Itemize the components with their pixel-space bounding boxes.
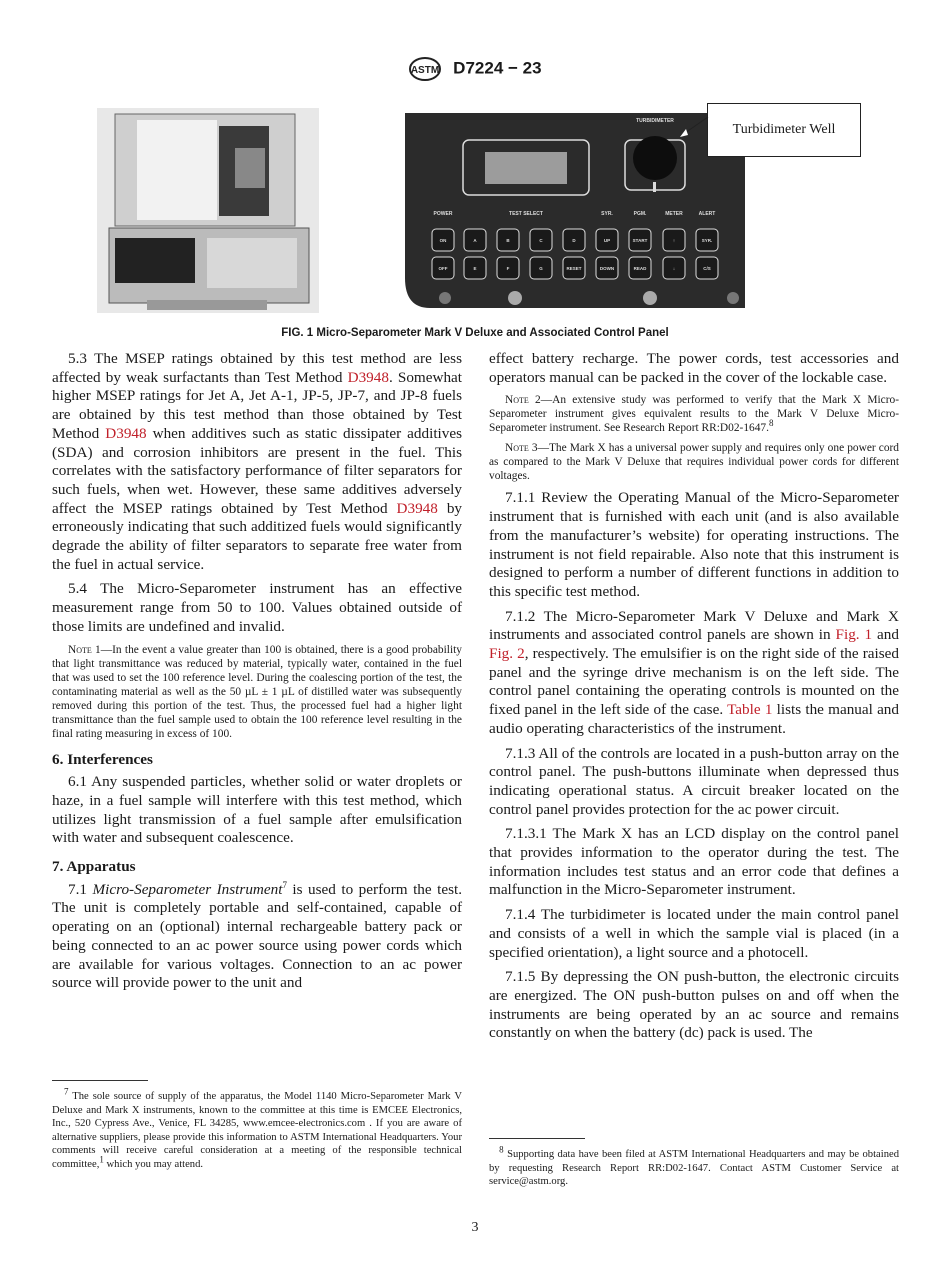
panel-group-label: POWER bbox=[433, 211, 453, 217]
panel-group-label: TEST SELECT bbox=[509, 211, 543, 217]
panel-button-label: OFF bbox=[438, 266, 448, 271]
panel-button-label: ON bbox=[439, 238, 447, 243]
panel-button-label: READ bbox=[633, 266, 647, 271]
link-d3948[interactable]: D3948 bbox=[105, 424, 147, 442]
footnote-7: $^7$ The sole source of supply of the apparatus, the Model 1140 Micro-Separometer Mark V Deluxe and Mark X instruments, known to the committee at this time is EMCEE Electronics, Inc., 520 Cypress Ave., Venice, FL 34285, www.emcee-electronics.com . If you are aware of alternative suppliers, please provide this information to ASTM International Headquarters. Your comments will receive careful consideration at a meeting of the responsible technical committee,$^1$ which you may attend. bbox=[52, 1086, 463, 1170]
turbidimeter-well-callout: Turbidimeter Well bbox=[707, 103, 861, 157]
paragraph-7-1-1: 7.1.1 Review the Operating Manual of the Micro-Separometer instrument that is furnished with each unit (and is also available from the manufacturer’s website) for operating instructions. The instrument is not field repairable. Also note that this instrument is designed to perform a number of different functions in addition to this specific test method. bbox=[489, 489, 899, 600]
astm-logo bbox=[408, 56, 442, 82]
paragraph-5-3: 5.3 The MSEP ratings obtained by this test method are less affected by weak surfactants than Test Method D3948. Somewhat higher MSEP ratings for Jet A, Jet A-1, JP-5, JP-7, and JP-8 fuels are obtained by this test method than those obtained by Test Method D3948 when additives such as static dissipater additives (SDA) and corrosion inhibitors are present in the fuel. This correlates with the satisfactory performance of filter separators for such fuels, when wet. However, these same additives adversely affect the MSEP ratings obtained by Test Method D3948 by erroneously indicating that such additized fuels would significantly degrade the ability of filter separators to separate free water from the fuel in actual service. bbox=[52, 350, 463, 573]
paragraph-7-1-3: 7.1.3 All of the controls are located in a push-button array on the control panel. The push-buttons illuminate when depressed thus indicating operational status. A circuit breaker located on the control panel provides protection for the ac power circuit. bbox=[489, 744, 899, 818]
paragraph-continued: effect battery recharge. The power cords, test accessories and operators manual can be packed in the cover of the lockable case. bbox=[489, 350, 899, 386]
link-table-1[interactable]: Table 1 bbox=[727, 701, 773, 719]
turbidimeter-label: TURBIDIMETER bbox=[636, 118, 674, 124]
left-column bbox=[52, 350, 462, 999]
paragraph-7-1: 7.1 Micro-Separometer Instrument$^7$ is used to perform the test. The unit is completely portable and self-contained, capable of operating on an (optional) internal rechargeable battery pack or being connected to an ac power source using power cords which are available for various voltages. Connection to an ac power source will provide power to the unit and bbox=[52, 879, 463, 992]
right-column bbox=[489, 350, 899, 1049]
case-photo bbox=[97, 108, 319, 313]
panel-button-label: F bbox=[506, 266, 510, 271]
link-fig-1[interactable]: Fig. 1 bbox=[835, 626, 873, 644]
paragraph-5-4: 5.4 The Micro-Separometer instrument has an effective measurement range from 50 to 100. Values obtained outside of those limits are undefined and invalid. bbox=[52, 580, 462, 635]
callout-arrow bbox=[680, 115, 710, 140]
panel-button-label: START bbox=[632, 238, 648, 243]
panel-group-label: METER bbox=[665, 211, 683, 217]
panel-group-label: PGM. bbox=[633, 211, 647, 217]
paragraph-7-1-5: 7.1.5 By depressing the ON push-button, the electronic circuits are energized. The ON push-button pulses on and off when the instruments are being operated by an ac source and remains constantly on when the battery (dc) pack is used. The bbox=[489, 968, 899, 1042]
panel-button-label: ↑ bbox=[672, 238, 676, 243]
panel-button-label: SYR. bbox=[701, 238, 713, 243]
panel-button-label: ↓ bbox=[672, 266, 676, 271]
panel-button-label: DOWN bbox=[599, 266, 615, 271]
figure-caption: FIG. 1 Micro-Separometer Mark V Deluxe and Associated Control Panel bbox=[281, 327, 669, 339]
link-d3948[interactable]: D3948 bbox=[347, 368, 389, 386]
panel-group-label: SYR. bbox=[601, 211, 613, 217]
paragraph-7-1-2: 7.1.2 The Micro-Separometer Mark V Deluxe and Mark X instruments and associated control panels are shown in Fig. 1 and Fig. 2, respectively. The emulsifier is on the right side of the raised panel and the syringe drive mechanism is on the left side. The control panel containing the operating controls is mounted on the fixed panel in the left side of the case. Table 1 lists the manual and audio operating characteristics of the instrument. bbox=[489, 607, 899, 737]
panel-button-label: UP bbox=[603, 238, 611, 243]
panel-button-label: D bbox=[572, 238, 576, 243]
panel-button-label: C bbox=[539, 238, 543, 243]
note-2: Note 2—An extensive study was performed to verify that the Mark X Micro-Separometer instrument gives equivalent results to the Mark V Deluxe Micro-Separometer instrument. See Research Report RR:D02-1647.$^8$ bbox=[489, 394, 899, 435]
panel-button-label: G bbox=[539, 266, 543, 271]
panel-button-label: A bbox=[473, 238, 477, 243]
link-d3948[interactable]: D3948 bbox=[396, 499, 438, 517]
section-heading-interferences: 6. Interferences bbox=[52, 750, 153, 768]
note-3: Note 3—The Mark X has a universal power supply and requires only one power cord as compared to the Mark V Deluxe that requires individual power cords for different voltages. bbox=[489, 442, 899, 483]
svg-text:ASTM: ASTM bbox=[411, 65, 440, 76]
section-heading-apparatus: 7. Apparatus bbox=[52, 858, 136, 876]
paragraph-6-1: 6.1 Any suspended particles, whether solid or water droplets or haze, in a fuel sample will interfere with this test method, which utilizes light transmission of a fuel sample after emulsification with water and subsequent coalescence. bbox=[52, 773, 462, 847]
paragraph-7-1-4: 7.1.4 The turbidimeter is located under the main control panel and consists of a well in which the sample vial is placed (in a specified orientation), a light source and a photocell. bbox=[489, 906, 899, 961]
page-header bbox=[0, 56, 950, 82]
footnote-rule bbox=[52, 1080, 148, 1081]
page-number: 3 bbox=[471, 1220, 479, 1235]
panel-button-label: C/S bbox=[703, 266, 711, 271]
note-1: Note 1—In the event a value greater than 100 is obtained, there is a good probability that light transmittance was reduced by material, typically water, contained in the fuel that was used to set the 100 reference level. During the coalescing portion of the test, the contaminating material as well as the 50 µL ± 1 µL of distilled water was subsequently removed during this portion of the test. Thus, the processed fuel had a higher light transmittance than the fuel sample used to obtain the 100 reference level resulting in the final rating measuring in excess of 100. bbox=[52, 643, 462, 740]
panel-button-label: E bbox=[473, 266, 477, 271]
document-designation: D7224 − 23 bbox=[453, 58, 542, 78]
panel-button-label: B bbox=[506, 238, 510, 243]
footnote-8: $^8$ Supporting data have been filed at ASTM International Headquarters and may be obtained by requesting Research Report RR:D02-1647. Contact ASTM Customer Service at service@astm.org. bbox=[489, 1144, 899, 1188]
panel-button-label: RESET bbox=[566, 266, 582, 271]
panel-group-label: ALERT bbox=[698, 211, 716, 217]
footnote-rule bbox=[489, 1138, 585, 1139]
link-fig-2[interactable]: Fig. 2 bbox=[489, 645, 525, 663]
paragraph-7-1-3-1: 7.1.3.1 The Mark X has an LCD display on the control panel that provides information to the operator during the test. The information includes test status and an error code that defines a malfunction in the Micro-Separometer instrument. bbox=[489, 825, 899, 899]
